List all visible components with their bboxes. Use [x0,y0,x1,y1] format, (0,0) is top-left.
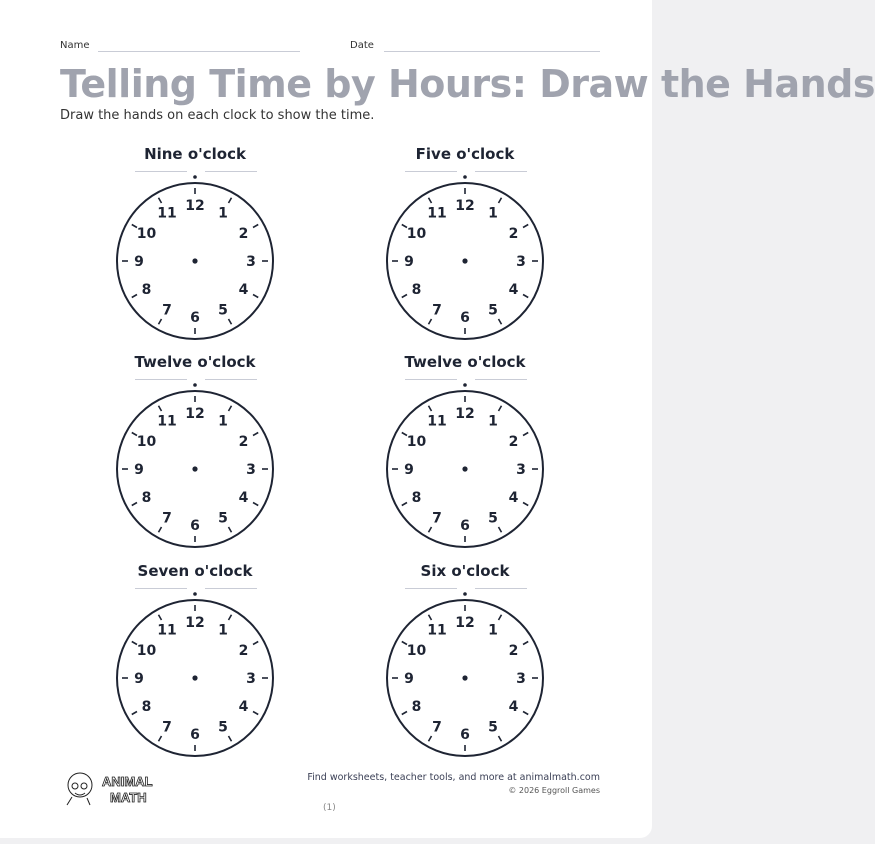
hour-tick [429,615,432,620]
clock-number: 10 [136,643,157,659]
clock-center-dot [192,675,197,680]
hour-tick [402,712,407,715]
hour-tick [229,527,232,532]
hour-tick [402,503,407,506]
clock-number: 1 [218,413,228,430]
label-underline [135,379,187,380]
hour-tick [429,527,432,532]
clock-number: 9 [404,254,414,270]
hour-tick [253,225,258,228]
clock-number: 2 [238,434,249,450]
clock-number: 7 [432,510,442,527]
clock-number: 12 [455,615,475,631]
clock-number: 12 [455,198,475,214]
clock-number: 10 [406,226,427,242]
animal-math-logo [62,765,172,811]
hour-tick [499,615,502,620]
hour-tick [253,433,258,436]
hour-tick [229,319,232,324]
clock-center-dot [462,466,467,471]
hour-tick [253,712,258,715]
hour-tick [229,406,232,411]
clock-label: Twelve o'clock [404,353,526,371]
label-underline [475,588,527,589]
clock-number: 10 [406,434,427,450]
copyright: © 2026 Eggroll Games [508,786,600,795]
date-label: Date [350,40,374,51]
clock-number: 8 [141,282,152,298]
hour-tick [499,319,502,324]
label-dot [463,175,467,179]
clock-number: 7 [432,302,442,319]
clock-number: 1 [488,622,498,639]
label-underline [205,588,257,589]
clock-number: 5 [218,719,228,736]
hour-tick [523,503,528,506]
name-label: Name [60,40,90,51]
clock-number: 11 [427,413,447,430]
clock-label: Twelve o'clock [134,353,256,371]
clock-face[interactable] [110,384,280,554]
clock-number: 2 [508,226,519,242]
label-dot [193,383,197,387]
clock-number: 4 [508,490,519,506]
label-underline [135,171,187,172]
label-underline [205,379,257,380]
page-number: (1) [323,803,336,813]
hour-tick [132,503,137,506]
clock-center-dot [192,466,197,471]
footer-tagline: Find worksheets, teacher tools, and more at animalmath.com [307,772,600,783]
hour-tick [159,527,162,532]
clock-number: 12 [455,406,475,422]
label-underline [405,588,457,589]
clock-number: 9 [134,671,144,687]
clock-number: 9 [134,462,144,478]
clock-number: 6 [190,727,200,743]
hour-tick [132,712,137,715]
clock-number: 11 [157,413,177,430]
hour-tick [429,736,432,741]
clock-number: 7 [162,719,172,736]
clock-number: 6 [460,310,470,326]
hour-tick [499,527,502,532]
hour-tick [229,198,232,203]
clock-number: 9 [404,671,414,687]
hour-tick [499,198,502,203]
hour-tick [402,295,407,298]
clock-number: 10 [136,226,157,242]
hour-tick [523,225,528,228]
label-underline [135,588,187,589]
clock-number: 5 [488,302,498,319]
clock-number: 2 [508,643,519,659]
date-field[interactable] [384,51,600,52]
clock-number: 4 [238,490,249,506]
clock-label: Five o'clock [415,145,515,163]
clock-number: 6 [460,518,470,534]
svg-text:MATH: MATH [110,790,147,805]
clock-center-dot [462,258,467,263]
clock-number: 3 [246,671,256,687]
label-underline [475,379,527,380]
clock-label: Seven o'clock [137,562,253,580]
clock-number: 6 [190,310,200,326]
label-dot [463,383,467,387]
hour-tick [523,433,528,436]
clock-number: 4 [238,282,249,298]
instructions: Draw the hands on each clock to show the time. [60,108,375,123]
hour-tick [523,295,528,298]
hour-tick [429,319,432,324]
clock-number: 7 [162,510,172,527]
clock-center-dot [192,258,197,263]
clock-number: 4 [508,282,519,298]
clock-number: 11 [427,622,447,639]
hour-tick [253,503,258,506]
clock-number: 2 [238,643,249,659]
clock-number: 3 [516,671,526,687]
hour-tick [132,295,137,298]
hour-tick [159,736,162,741]
clock-number: 1 [488,205,498,222]
clock-face[interactable] [110,176,280,346]
label-dot [193,592,197,596]
hour-tick [159,406,162,411]
hour-tick [159,615,162,620]
clock-number: 4 [508,699,519,715]
hour-tick [499,736,502,741]
clock-number: 12 [185,615,205,631]
clock-number: 8 [411,282,422,298]
clock-number: 9 [134,254,144,270]
clock-number: 10 [136,434,157,450]
clock-number: 5 [488,719,498,736]
svg-text:ANIMAL: ANIMAL [102,774,153,789]
clock-number: 11 [427,205,447,222]
clock-number: 5 [218,510,228,527]
label-dot [193,175,197,179]
clock-number: 5 [218,302,228,319]
clock-number: 6 [190,518,200,534]
hour-tick [253,642,258,645]
hour-tick [253,295,258,298]
clock-number: 2 [508,434,519,450]
clock-number: 7 [162,302,172,319]
clock-number: 5 [488,510,498,527]
clock-label: Nine o'clock [144,145,246,163]
clock-number: 1 [218,205,228,222]
page-title: Telling Time by Hours: Draw the Hands [60,62,875,106]
clock-face[interactable] [380,176,550,346]
clock-number: 12 [185,198,205,214]
hour-tick [429,406,432,411]
hour-tick [229,736,232,741]
hour-tick [429,198,432,203]
clock-number: 11 [157,205,177,222]
hour-tick [523,642,528,645]
clock-face[interactable] [380,384,550,554]
clock-number: 10 [406,643,427,659]
hour-tick [159,319,162,324]
clock-center-dot [462,675,467,680]
clock-face[interactable] [110,593,280,763]
clock-number: 8 [141,490,152,506]
clock-number: 3 [246,462,256,478]
hour-tick [499,406,502,411]
label-dot [463,592,467,596]
clock-number: 11 [157,622,177,639]
hour-tick [523,712,528,715]
clock-number: 8 [411,699,422,715]
clock-number: 4 [238,699,249,715]
clock-number: 8 [141,699,152,715]
clock-number: 1 [488,413,498,430]
clock-number: 6 [460,727,470,743]
name-field[interactable] [98,51,300,52]
clock-number: 2 [238,226,249,242]
clock-number: 12 [185,406,205,422]
hour-tick [229,615,232,620]
clock-number: 3 [516,462,526,478]
label-underline [405,379,457,380]
clock-number: 3 [516,254,526,270]
clock-number: 1 [218,622,228,639]
hour-tick [159,198,162,203]
clock-number: 8 [411,490,422,506]
clock-number: 9 [404,462,414,478]
label-underline [405,171,457,172]
label-underline [205,171,257,172]
clock-face[interactable] [380,593,550,763]
label-underline [475,171,527,172]
clock-number: 3 [246,254,256,270]
clock-number: 7 [432,719,442,736]
clock-label: Six o'clock [420,562,510,580]
